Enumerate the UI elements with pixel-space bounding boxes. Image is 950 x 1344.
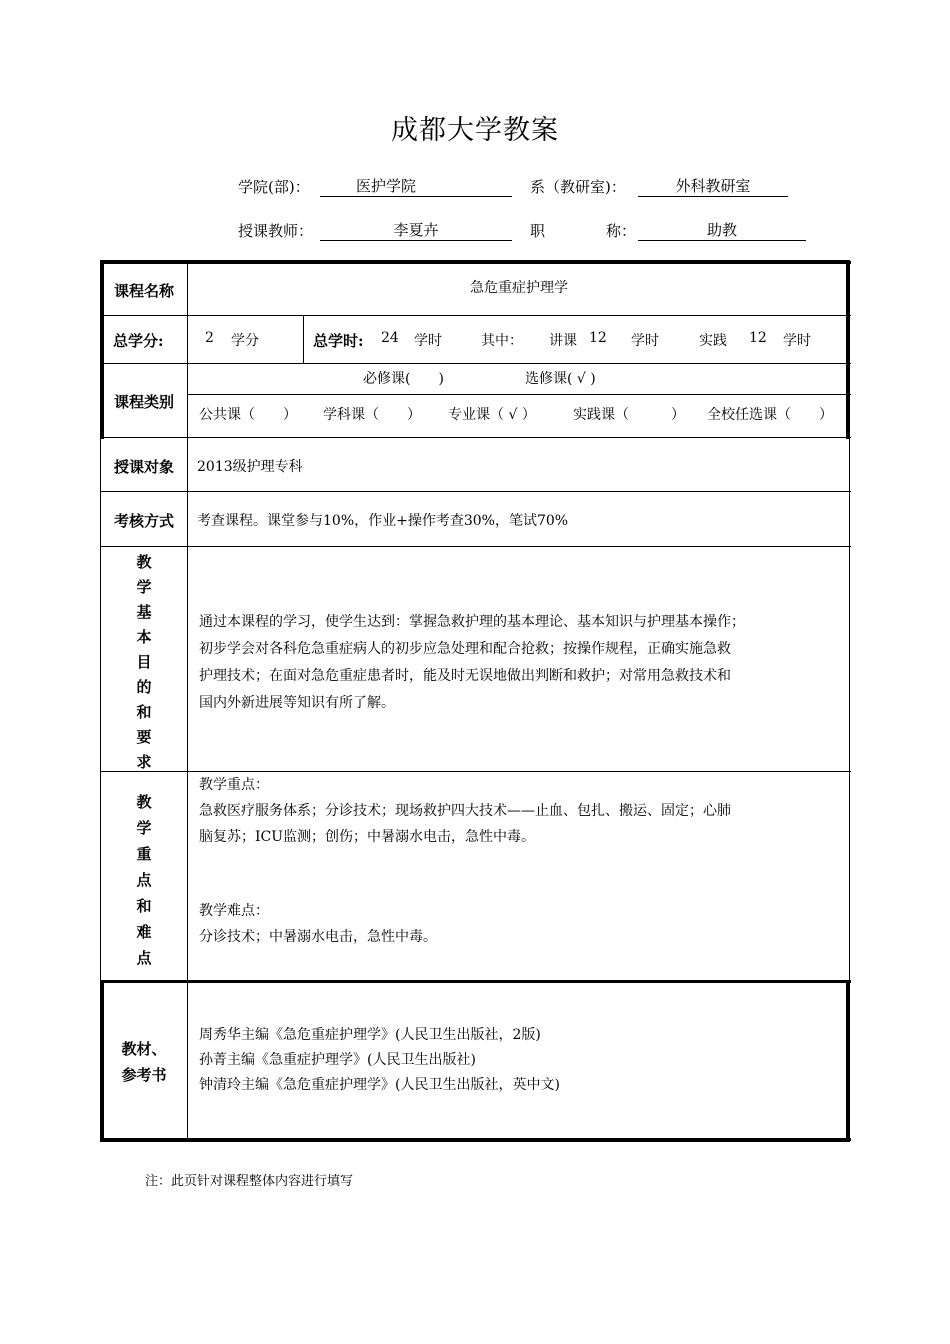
lecture-unit: 学时 — [631, 333, 659, 349]
text-line: 初步学会对各科危急重症病人的初步应急处理和配合抢救；按操作规程，正确实施急救 — [199, 641, 731, 657]
dept-value: 外科教研室 — [675, 177, 751, 195]
teacher-label: 授课教师： — [238, 222, 314, 240]
practice-label: 实践 — [699, 333, 727, 349]
rank-label-1: 职 — [530, 222, 546, 240]
label-char: 和 — [136, 703, 152, 721]
page-title: 成都大学教案 — [391, 115, 559, 146]
textbooks-list — [199, 1023, 560, 1098]
row-line — [101, 491, 851, 492]
list-item: 孙菁主编《急重症护理学》(人民卫生出版社) — [199, 1052, 476, 1068]
elective-course: 选修课( √ ) — [525, 371, 596, 387]
label-char: 基 — [136, 603, 152, 621]
label-line: 参考书 — [121, 1066, 167, 1084]
lecture-label: 讲课 — [549, 333, 577, 349]
assessment-value: 考查课程。课堂参与10%，作业+操作考查30%，笔试70% — [197, 513, 569, 529]
audience-label: 授课对象 — [113, 458, 174, 476]
objectives-text — [199, 609, 745, 717]
hours-unit: 学时 — [414, 333, 442, 349]
audience-value: 2013级护理专科 — [197, 459, 303, 475]
label-char: 点 — [136, 871, 152, 889]
right-border-thick-bottom — [846, 980, 849, 1140]
row-line — [101, 546, 851, 547]
subject-course: 学科课（ ） — [323, 407, 421, 423]
row-line — [187, 394, 851, 395]
teacher-value: 李夏卉 — [393, 221, 439, 239]
major-course: 专业课（ √ ） — [448, 407, 536, 423]
credits-label: 总学分: — [113, 332, 164, 350]
list-item: 钟清玲主编《急危重症护理学》(人民卫生出版社，英中文) — [199, 1077, 560, 1093]
rank-field — [638, 220, 806, 241]
course-name-value: 急危重症护理学 — [470, 280, 568, 296]
label-char: 求 — [136, 753, 152, 771]
label-char: 要 — [136, 728, 152, 746]
label-char: 重 — [136, 845, 152, 863]
label-char: 的 — [136, 678, 152, 696]
hours-label: 总学时: — [313, 332, 364, 350]
label-char: 难 — [136, 923, 152, 941]
label-line: 教材、 — [121, 1040, 167, 1058]
label-char: 教 — [136, 793, 152, 811]
footnote: 注：此页针对课程整体内容进行填写 — [145, 1174, 354, 1189]
label-char: 点 — [136, 949, 152, 967]
label-char: 教 — [136, 553, 152, 571]
practice-course: 实践课（ ） — [573, 407, 685, 423]
credits-divider — [303, 315, 304, 363]
practice-unit: 学时 — [783, 333, 811, 349]
course-table — [100, 260, 850, 1142]
dept-field — [638, 176, 788, 197]
text-line: 护理技术；在面对急危重症患者时，能及时无误地做出判断和救护；对常用急救技术和 — [199, 668, 731, 684]
category-label: 课程类别 — [113, 393, 174, 411]
difficulty-text — [199, 898, 437, 950]
label-divider — [187, 261, 188, 1141]
list-item: 周秀华主编《急危重症护理学》(人民卫生出版社，2版) — [199, 1027, 541, 1043]
lecture-value: 12 — [589, 330, 607, 346]
practice-value: 12 — [749, 330, 767, 346]
label-char: 目 — [136, 653, 152, 671]
teacher-field — [320, 220, 512, 241]
text-line: 脑复苏；ICU监测；创伤；中暑溺水电击，急性中毒。 — [199, 829, 536, 845]
credits-value: 2 — [205, 330, 214, 346]
focus-text — [199, 772, 731, 850]
public-course: 公共课（ ） — [199, 407, 297, 423]
dept-label: 系（教研室)： — [530, 178, 626, 196]
rank-label-2: 称： — [606, 222, 637, 240]
label-char: 本 — [136, 628, 152, 646]
focus-title: 教学重点： — [199, 777, 269, 793]
text-line: 通过本课程的学习，使学生达到：掌握急救护理的基本理论、基本知识与护理基本操作； — [199, 614, 745, 630]
label-char: 学 — [136, 578, 152, 596]
credits-unit: 学分 — [231, 333, 259, 349]
label-char: 和 — [136, 897, 152, 915]
top-border-thick — [101, 261, 851, 264]
textbook-top-thick — [101, 980, 851, 983]
assessment-label: 考核方式 — [113, 512, 174, 530]
row-line — [101, 315, 851, 316]
bottom-border-thick — [101, 1138, 851, 1141]
among-label: 其中： — [481, 333, 523, 349]
course-name-label: 课程名称 — [113, 282, 174, 300]
row-line — [101, 363, 851, 364]
college-field — [320, 176, 512, 197]
text-line: 国内外新进展等知识有所了解。 — [199, 695, 395, 711]
key-points-label — [129, 789, 159, 971]
textbooks-label — [101, 1036, 187, 1088]
college-value: 医护学院 — [355, 177, 416, 195]
college-label: 学院(部)： — [238, 178, 310, 196]
row-line — [101, 437, 851, 438]
objectives-label — [129, 550, 159, 775]
university-elective-course: 全校任选课（ ） — [707, 407, 833, 423]
label-char: 学 — [136, 819, 152, 837]
difficulty-value: 分诊技术；中暑溺水电击，急性中毒。 — [199, 929, 437, 945]
required-course: 必修课( ) — [363, 371, 444, 387]
text-line: 急救医疗服务体系；分诊技术；现场救护四大技术——止血、包扎、搬运、固定；心肺 — [199, 803, 731, 819]
difficulty-title: 教学难点： — [199, 903, 269, 919]
rank-value: 助教 — [706, 221, 737, 239]
hours-value: 24 — [381, 330, 399, 346]
